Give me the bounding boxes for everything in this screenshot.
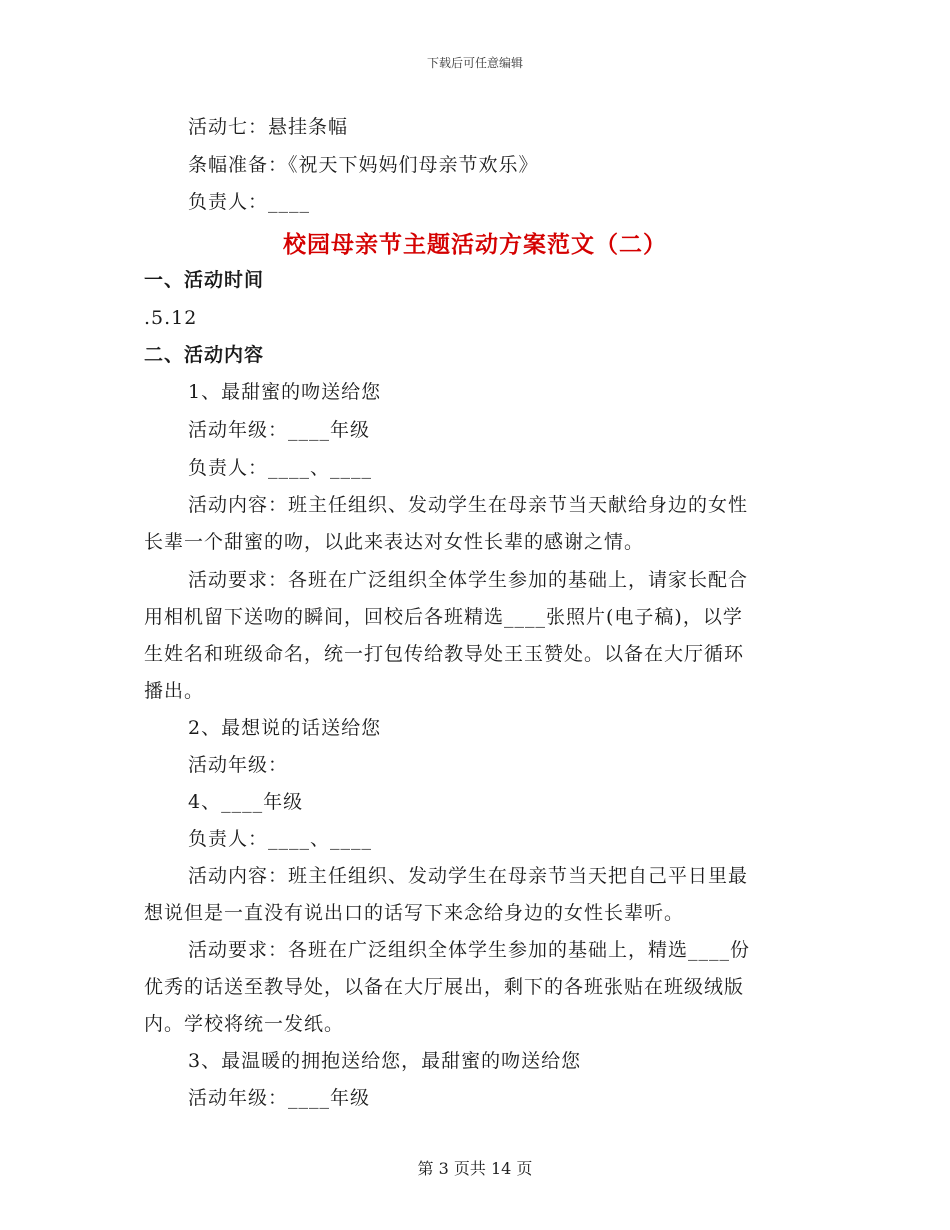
item2-owner: 负责人：____、____ (188, 828, 373, 850)
item2-requirement-line: 内。学校将统一发纸。 (144, 1013, 345, 1035)
item3-heading: 3、最温暖的拥抱送给您，最甜蜜的吻送给您 (188, 1050, 582, 1072)
item1-heading: 1、最甜蜜的吻送给您 (188, 381, 382, 403)
document-title: 校园母亲节主题活动方案范文（二） (283, 231, 667, 258)
item2-grade-value: 4、____年级 (188, 791, 304, 813)
item1-grade: 活动年级：____年级 (188, 419, 371, 441)
item1-requirement-line: 生姓名和班级命名，统一打包传给教导处王玉赞处。以备在大厅循环 (144, 643, 745, 665)
item2-content-line: 活动内容：班主任组织、发动学生在母亲节当天把自己平日里最 (188, 865, 749, 887)
page-footer: 第 3 页共 14 页 (417, 1159, 533, 1178)
activity-date: .5.12 (144, 307, 198, 329)
item2-requirement-line: 优秀的话送至教导处，以备在大厅展出，剩下的各班张贴在班级绒版 (144, 976, 745, 998)
item1-content-line: 长辈一个甜蜜的吻，以此来表达对女性长辈的感谢之情。 (144, 531, 645, 553)
section-heading-time: 一、活动时间 (144, 269, 265, 291)
owner-line: 负责人：____ (188, 191, 311, 213)
item1-requirement-line: 播出。 (144, 680, 205, 702)
item2-grade-label: 活动年级： (188, 754, 289, 776)
item2-heading: 2、最想说的话送给您 (188, 717, 382, 739)
item1-requirement-line: 活动要求：各班在广泛组织全体学生参加的基础上，请家长配合 (188, 569, 749, 591)
activity-seven: 活动七：悬挂条幅 (188, 116, 349, 138)
item2-requirement-line: 活动要求：各班在广泛组织全体学生参加的基础上，精选____份 (188, 939, 751, 961)
section-heading-content: 二、活动内容 (144, 344, 265, 366)
banner-prep: 条幅准备：《祝天下妈妈们母亲节欢乐》 (188, 154, 539, 176)
item3-grade: 活动年级：____年级 (188, 1087, 371, 1109)
item1-requirement-line: 用相机留下送吻的瞬间，回校后各班精选____张照片(电子稿)，以学 (144, 606, 743, 628)
page-header: 下载后可任意编辑 (426, 56, 523, 70)
item2-content-line: 想说但是一直没有说出口的话写下来念给身边的女性长辈听。 (144, 902, 685, 924)
item1-owner: 负责人：____、____ (188, 457, 373, 479)
item1-content-line: 活动内容：班主任组织、发动学生在母亲节当天献给身边的女性 (188, 494, 749, 516)
